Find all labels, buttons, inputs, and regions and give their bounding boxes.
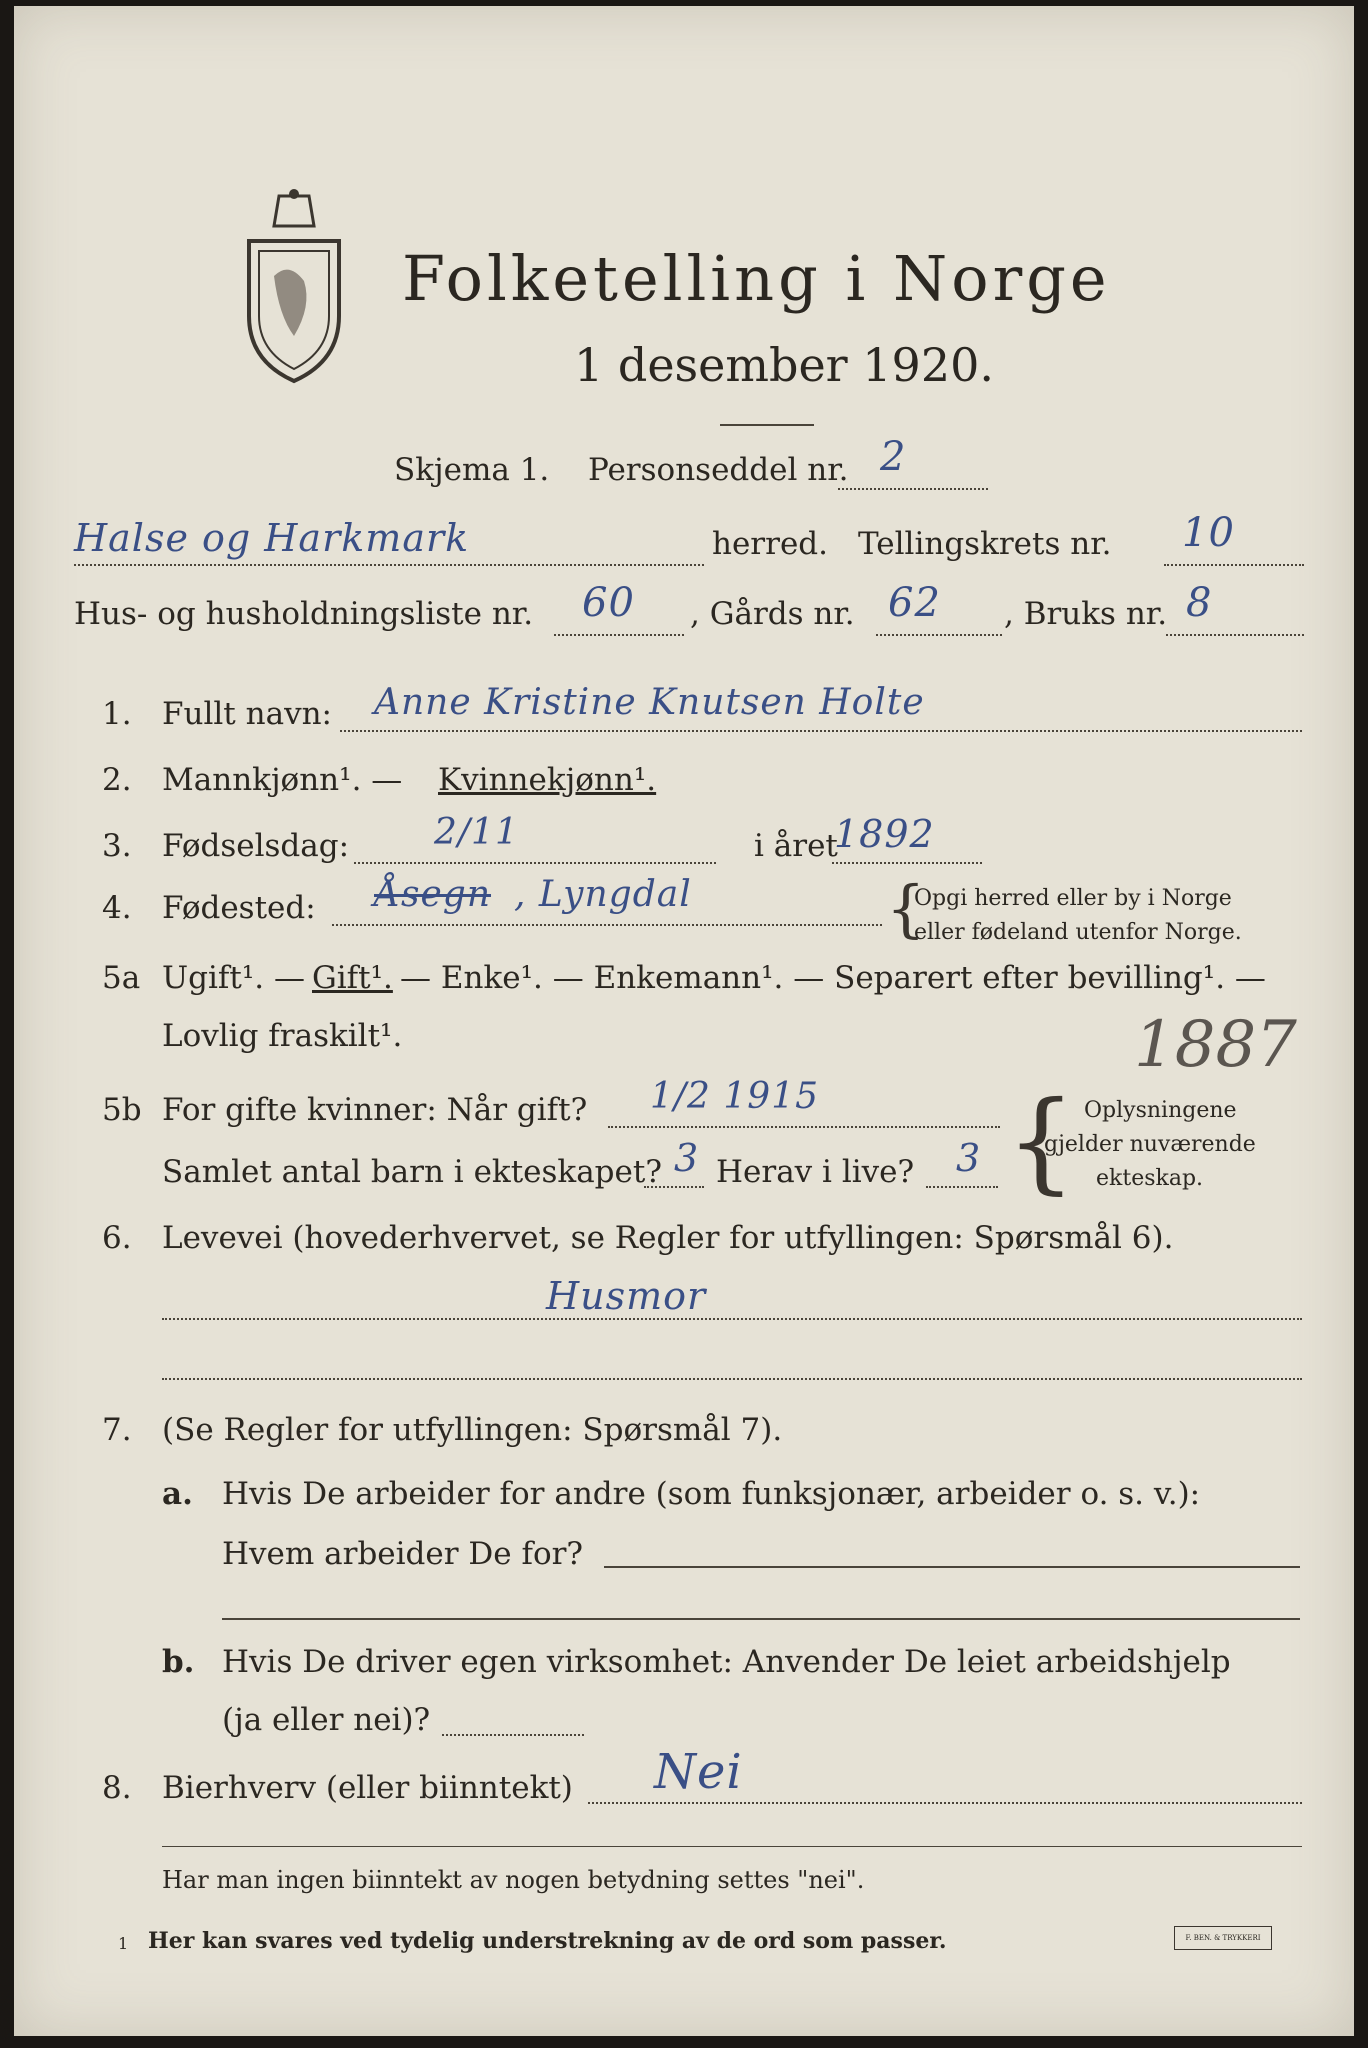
herred-line bbox=[74, 564, 704, 566]
q1-label: Fullt navn: bbox=[162, 696, 332, 732]
q5b-barn-line bbox=[644, 1186, 704, 1188]
q4-number: 4. bbox=[102, 890, 132, 926]
q7a-letter: a. bbox=[162, 1476, 193, 1512]
footnote-mark: 1 bbox=[118, 1934, 129, 1953]
q5b-note-2: gjelder nuværende bbox=[1044, 1132, 1256, 1157]
q7b-letter: b. bbox=[162, 1644, 195, 1680]
q5b-note-3: ekteskap. bbox=[1096, 1166, 1204, 1191]
q4-struck-value: Åsegn bbox=[374, 874, 492, 915]
q4-brace: { bbox=[886, 872, 926, 945]
q7b-text: Hvis De driver egen virksomhet: Anvender De leiet arbeidshjelp bbox=[222, 1644, 1231, 1680]
personseddel-label: Personseddel nr. bbox=[588, 452, 849, 488]
q7a-text2: Hvem arbeider De for? bbox=[222, 1536, 584, 1572]
q3-birthday: 2/11 bbox=[434, 812, 519, 853]
q5a-number: 5a bbox=[102, 960, 141, 996]
q3-year-line bbox=[832, 862, 982, 864]
footnote-text: Her kan svares ved tydelig understrekning av de ord som passer. bbox=[148, 1928, 947, 1954]
personseddel-value: 2 bbox=[880, 434, 907, 480]
q5a-fraskilt: Lovlig fraskilt¹. bbox=[162, 1018, 403, 1054]
q3-number: 3. bbox=[102, 828, 132, 864]
printer-stamp: F. BEN. & TRYKKERI bbox=[1174, 1926, 1272, 1950]
q5b-married-date: 1/2 1915 bbox=[650, 1076, 819, 1117]
q1-number: 1. bbox=[102, 696, 132, 732]
q3-year: 1892 bbox=[834, 812, 935, 856]
q8-label: Bierhverv (eller biinntekt) bbox=[162, 1770, 573, 1806]
q4-note-1: Opgi herred eller by i Norge bbox=[914, 886, 1232, 911]
title-divider bbox=[720, 424, 814, 426]
q6-line-1 bbox=[162, 1318, 1302, 1320]
q2-number: 2. bbox=[102, 762, 132, 798]
census-date: 1 desember 1920. bbox=[574, 338, 994, 392]
q7-label: (Se Regler for utfyllingen: Spørsmål 7). bbox=[162, 1412, 783, 1448]
q1-full-name: Anne Kristine Knutsen Holte bbox=[374, 682, 925, 723]
q5b-note-1: Oplysningene bbox=[1084, 1098, 1237, 1123]
gards-line bbox=[876, 634, 1002, 636]
q6-number: 6. bbox=[102, 1220, 132, 1256]
tellingskrets-line bbox=[1164, 564, 1304, 566]
q3-line bbox=[354, 862, 716, 864]
q3-year-label: i året bbox=[754, 828, 838, 864]
bruks-label: , Bruks nr. bbox=[1004, 596, 1168, 632]
page-title: Folketelling i Norge bbox=[402, 242, 1111, 315]
q5a-options: — Enke¹. — Enkemann¹. — Separert efter bevilling¹. — bbox=[400, 960, 1266, 996]
herred-value: Halse og Harkmark bbox=[74, 516, 470, 560]
q1-line bbox=[340, 730, 1302, 732]
q2-kvinnekjonn-underlined: Kvinnekjønn¹. bbox=[438, 762, 657, 798]
q5b-label: For gifte kvinner: Når gift? bbox=[162, 1092, 588, 1128]
q7a-text: Hvis De arbeider for andre (som funksjonær, arbeider o. s. v.): bbox=[222, 1476, 1201, 1512]
q3-label: Fødselsdag: bbox=[162, 828, 350, 864]
footer-divider bbox=[162, 1846, 1302, 1847]
q6-label: Levevei (hovederhvervet, se Regler for utfyllingen: Spørsmål 6). bbox=[162, 1220, 1174, 1256]
q5a-gift-underlined: Gift¹. bbox=[312, 960, 393, 996]
q5b-brace: { bbox=[1006, 1077, 1076, 1205]
husliste-label: Hus- og husholdningsliste nr. bbox=[74, 596, 534, 632]
footer-note: Har man ingen biinntekt av nogen betydning settes "nei". bbox=[162, 1866, 865, 1894]
bruks-value: 8 bbox=[1186, 580, 1213, 626]
q6-line-2 bbox=[162, 1378, 1302, 1380]
q7a-line-2 bbox=[222, 1618, 1300, 1620]
coat-of-arms-icon bbox=[234, 186, 354, 386]
q8-value: Nei bbox=[654, 1744, 743, 1800]
q4-birthplace: , Lyngdal bbox=[514, 874, 692, 915]
husliste-value: 60 bbox=[582, 580, 635, 626]
q5b-barn-label: Samlet antal barn i ekteskapet? bbox=[162, 1154, 662, 1190]
q6-occupation: Husmor bbox=[546, 1274, 707, 1318]
q5b-live-value: 3 bbox=[956, 1136, 982, 1180]
q4-line bbox=[332, 924, 882, 926]
skjema-label: Skjema 1. bbox=[394, 452, 550, 488]
q2-mannkjonn: Mannkjønn¹. — bbox=[162, 762, 403, 798]
gards-label: , Gårds nr. bbox=[690, 596, 855, 632]
q5a-margin-note: 1887 bbox=[1134, 1008, 1297, 1082]
q4-label: Fødested: bbox=[162, 890, 316, 926]
q8-number: 8. bbox=[102, 1770, 132, 1806]
husliste-line bbox=[554, 634, 684, 636]
gards-value: 62 bbox=[888, 580, 941, 626]
q5b-line bbox=[608, 1126, 1000, 1128]
q7b-text2: (ja eller nei)? bbox=[222, 1702, 431, 1738]
q4-note-2: eller fødeland utenfor Norge. bbox=[914, 920, 1242, 945]
q7-number: 7. bbox=[102, 1412, 132, 1448]
q5b-live-label: Herav i live? bbox=[716, 1154, 915, 1190]
q7b-line bbox=[442, 1734, 584, 1736]
census-form bbox=[14, 6, 1354, 2036]
bruks-line bbox=[1166, 634, 1304, 636]
personseddel-line bbox=[838, 488, 988, 490]
q8-line bbox=[588, 1802, 1302, 1804]
q5a-ugift: Ugift¹. — bbox=[162, 960, 305, 996]
tellingskrets-label: Tellingskrets nr. bbox=[858, 526, 1112, 562]
q5b-barn-value: 3 bbox=[674, 1136, 700, 1180]
herred-label: herred. bbox=[712, 526, 828, 562]
tellingskrets-value: 10 bbox=[1182, 510, 1235, 556]
q5b-live-line bbox=[926, 1186, 998, 1188]
q5b-number: 5b bbox=[102, 1092, 142, 1128]
q7a-line-1 bbox=[604, 1566, 1300, 1568]
